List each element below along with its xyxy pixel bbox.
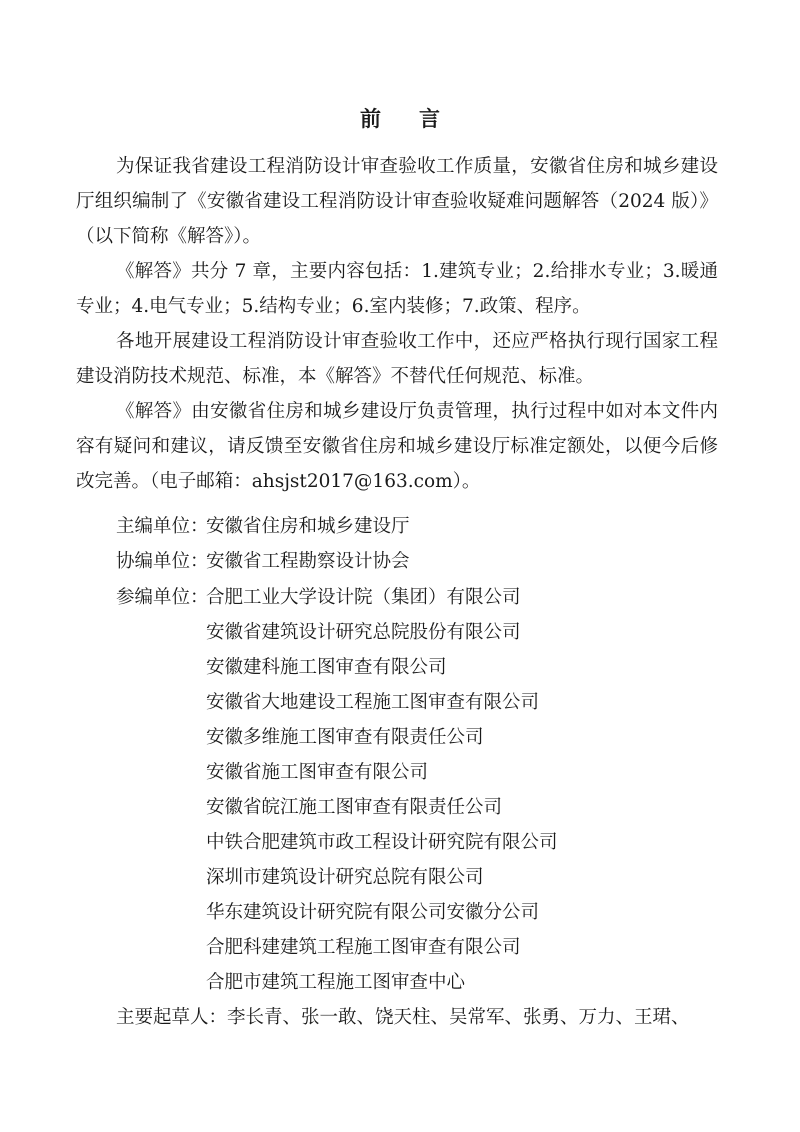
participant-org: 安徽省大地建设工程施工图审查有限公司 bbox=[206, 692, 540, 713]
participant-org: 安徽省施工图审查有限公司 bbox=[206, 762, 429, 783]
participant-org: 中铁合肥建筑市政工程设计研究院有限公司 bbox=[206, 832, 558, 853]
participant-org: 合肥科建建筑工程施工图审查有限公司 bbox=[206, 937, 521, 958]
participant-org: 合肥工业大学设计院（集团）有限公司 bbox=[206, 587, 521, 608]
co-editor-line bbox=[116, 544, 410, 579]
title-char-1: 前 bbox=[360, 106, 381, 131]
paragraph-purpose: 为保证我省建设工程消防设计审查验收工作质量，安徽省住房和城乡建设厅组织编制了《安徽省建设工程消防设计审查验收疑难问题解答（2024 版）》（以下简称《解答》）。 bbox=[76, 156, 718, 247]
participant-org: 安徽多维施工图审查有限责任公司 bbox=[206, 727, 484, 748]
preface-body bbox=[76, 149, 718, 499]
chief-editor-label: 主编单位： bbox=[116, 516, 209, 537]
co-editor-label: 协编单位： bbox=[116, 551, 209, 572]
drafters-line bbox=[116, 1000, 690, 1035]
participant-org: 合肥市建筑工程施工图审查中心 bbox=[206, 972, 466, 993]
participant-org: 安徽建科施工图审查有限公司 bbox=[206, 657, 447, 678]
paragraph-chapters: 《解答》共分 7 章，主要内容包括：1.建筑专业；2.给排水专业；3.暖通专业；4.电气专业；5.结构专业；6.室内装修；7.政策、程序。 bbox=[76, 261, 718, 317]
participant-org: 华东建筑设计研究院有限公司安徽分公司 bbox=[206, 902, 540, 923]
participant-org: 安徽省建筑设计研究总院股份有限公司 bbox=[206, 622, 521, 643]
participant-org: 深圳市建筑设计研究总院有限公司 bbox=[206, 867, 484, 888]
chief-editor-value: 安徽省住房和城乡建设厅 bbox=[206, 516, 410, 537]
page-title bbox=[0, 103, 800, 133]
participants-line bbox=[116, 580, 209, 615]
paragraph-management: 《解答》由安徽省住房和城乡建设厅负责管理，执行过程中如对本文件内容有疑问和建议，请反馈至安徽省住房和城乡建设厅标准定额处，以便今后修改完善。（电子邮箱：ahsjst2017@163.com）。 bbox=[76, 401, 718, 492]
participant-org: 安徽省皖江施工图审查有限责任公司 bbox=[206, 797, 503, 818]
paragraph-standards: 各地开展建设工程消防设计审查验收工作中，还应严格执行现行国家工程建设消防技术规范、标准，本《解答》不替代任何规范、标准。 bbox=[76, 331, 718, 387]
drafters-label: 主要起草人： bbox=[116, 1007, 228, 1028]
participants-label: 参编单位： bbox=[116, 587, 209, 608]
chief-editor-line bbox=[116, 509, 410, 544]
title-char-2: 言 bbox=[419, 106, 440, 131]
drafters-value: 李长青、张一敢、饶天柱、吴常军、张勇、万力、王珺、 bbox=[227, 1007, 690, 1028]
co-editor-value: 安徽省工程勘察设计协会 bbox=[206, 551, 410, 572]
